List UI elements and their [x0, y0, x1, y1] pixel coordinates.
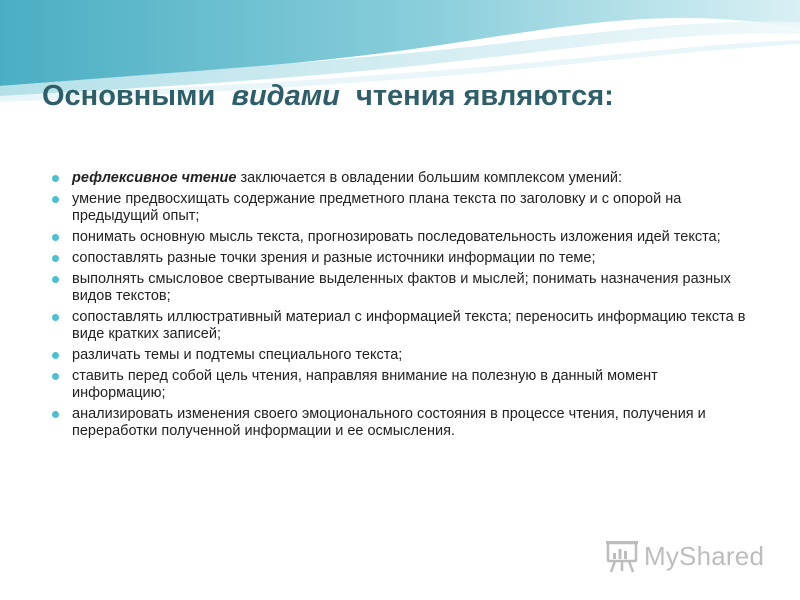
bullet-dot-icon	[52, 196, 59, 203]
page-title	[42, 80, 614, 113]
presentation-board-icon	[606, 539, 638, 573]
bullet-text: заключается в овладении большим комплексом умений:	[236, 170, 623, 186]
bullet-dot-icon	[52, 234, 59, 241]
bullet-item-3	[52, 229, 752, 246]
bullet-text: различать темы и подтемы специального текста;	[72, 347, 403, 363]
bullet-item-6	[52, 309, 752, 343]
bullet-dot-icon	[52, 276, 59, 283]
bullet-text: выполнять смысловое свертывание выделенных фактов и мыслей; понимать назначения разных видов текстов;	[72, 271, 731, 304]
bullet-item-2	[52, 191, 752, 225]
bullet-dot-icon	[52, 255, 59, 262]
bullet-text: умение предвосхищать содержание предметного плана текста по заголовку и с опорой на предыдущий опыт;	[72, 191, 682, 224]
bullet-dot-icon	[52, 175, 59, 182]
bullet-item-4	[52, 250, 752, 267]
title-part-1: Основными	[42, 80, 216, 112]
bullet-text: сопоставлять иллюстративный материал с информацией текста; переносить информацию текста в виде кратких записей;	[72, 309, 746, 342]
bullet-text: анализировать изменения своего эмоционального состояния в процессе чтения, получения и переработки полученной информации и ее осмысления.	[72, 406, 706, 439]
bullet-item-7	[52, 347, 752, 364]
bullet-dot-icon	[52, 314, 59, 321]
bullet-text: понимать основную мысль текста, прогнозировать последовательность изложения идей текста;	[72, 229, 721, 245]
bullet-dot-icon	[52, 411, 59, 418]
bullet-text: сопоставлять разные точки зрения и разные источники информации по теме;	[72, 250, 596, 266]
bullet-item-5	[52, 271, 752, 305]
bullet-dot-icon	[52, 352, 59, 359]
bullet-item-8	[52, 368, 752, 402]
bullet-lead: рефлексивное чтение	[72, 170, 237, 186]
bullet-item-9	[52, 406, 752, 440]
bullet-dot-icon	[52, 373, 59, 380]
bullet-item-1	[52, 170, 752, 187]
bullet-list	[52, 170, 752, 444]
title-part-3: чтения являются:	[356, 80, 614, 112]
watermark-text: MyShared	[644, 540, 765, 571]
watermark	[606, 536, 764, 576]
bullet-text: ставить перед собой цель чтения, направляя внимание на полезную в данный момент информацию;	[72, 368, 658, 401]
title-part-2: видами	[231, 80, 340, 112]
